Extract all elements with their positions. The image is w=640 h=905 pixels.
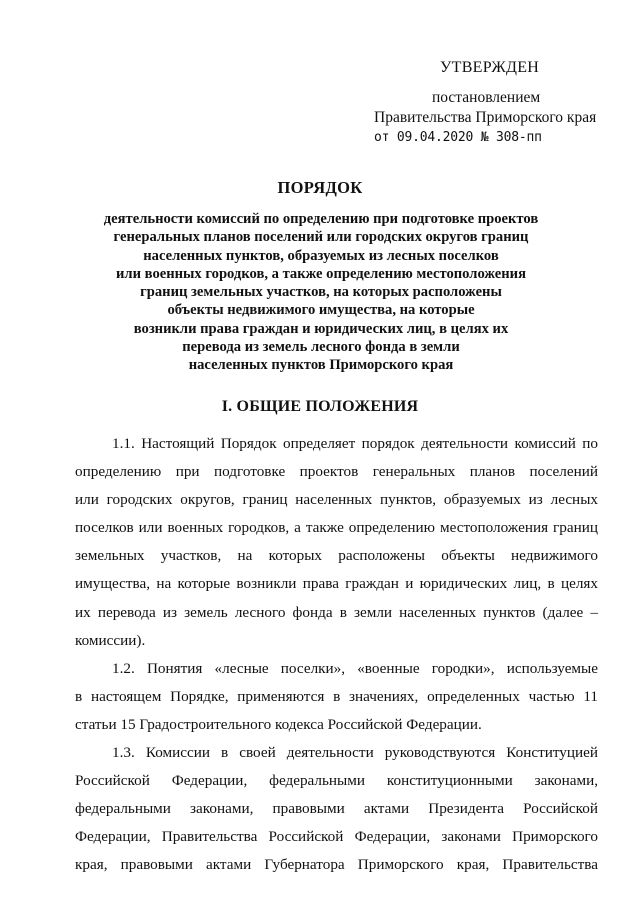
approval-heading: УТВЕРЖДЕН: [440, 59, 540, 76]
subtitle-line: границ земельных участков, на которых расположены: [140, 284, 502, 301]
body-line: их перевода из земель лесного фонда в земли населенных пунктов (далее –: [75, 603, 598, 621]
body-line: или городских округов, границ населенных пунктов, образуемых из лесных: [75, 491, 598, 509]
document-subtitle: [80, 210, 562, 375]
subtitle-line: деятельности комиссий по определению при подготовке проектов: [103, 211, 539, 227]
subtitle-line: населенных пунктов, образуемых из лесных поселков: [143, 247, 499, 264]
document-body: [75, 430, 598, 880]
body-line: имущества, на которые возникли права граждан и юридических лиц, в целях: [75, 575, 598, 593]
subtitle-line: объекты недвижимого имущества, на которые: [167, 302, 475, 319]
body-line: Российской Федерации, федеральными конституционными законами,: [75, 772, 598, 790]
body-line: статьи 15 Градостроительного кодекса Российской Федерации.: [75, 715, 482, 733]
approval-line-resolution: постановлением: [432, 89, 541, 106]
subtitle-line: перевода из земель лесного фонда в земли: [182, 339, 460, 356]
approval-line-government: Правительства Приморского края: [374, 109, 597, 126]
body-line: 1.3. Комиссии в своей деятельности руководствуются Конституцией: [112, 744, 598, 762]
subtitle-line: населенных пунктов Приморского края: [188, 357, 454, 374]
body-line: федеральными законами, правовыми актами Президента Российской: [75, 800, 598, 818]
body-line: определению при подготовке проектов генеральных планов поселений: [75, 463, 598, 481]
approval-line-date-number: от 09.04.2020 № 308-пп: [374, 130, 542, 145]
body-line: 1.2. Понятия «лесные поселки», «военные городки», используемые: [112, 659, 598, 677]
approval-stamp: [374, 58, 604, 148]
body-line: поселков или военных городков, а также определению местоположения границ: [75, 519, 598, 537]
body-line: в настоящем Порядке, применяются в значениях, определенных частью 11: [75, 687, 598, 705]
body-line: Федерации, Правительства Российской Федерации, законами Приморского: [75, 828, 598, 846]
body-line: 1.1. Настоящий Порядок определяет порядок деятельности комиссий по: [112, 435, 598, 452]
subtitle-line: возникли права граждан и юридических лиц, в целях их: [133, 320, 509, 337]
section-heading: I. ОБЩИЕ ПОЛОЖЕНИЯ: [221, 398, 419, 415]
document-title: ПОРЯДОК: [277, 178, 363, 197]
subtitle-line: генеральных планов поселений или городских округов границ: [113, 229, 529, 246]
body-line: края, правовыми актами Губернатора Приморского края, Правительства: [75, 856, 598, 874]
subtitle-line: или военных городков, а также определению местоположения: [116, 265, 526, 282]
body-line: земельных участков, на которых расположены объекты недвижимого: [75, 547, 598, 565]
body-line: комиссии).: [75, 631, 146, 649]
